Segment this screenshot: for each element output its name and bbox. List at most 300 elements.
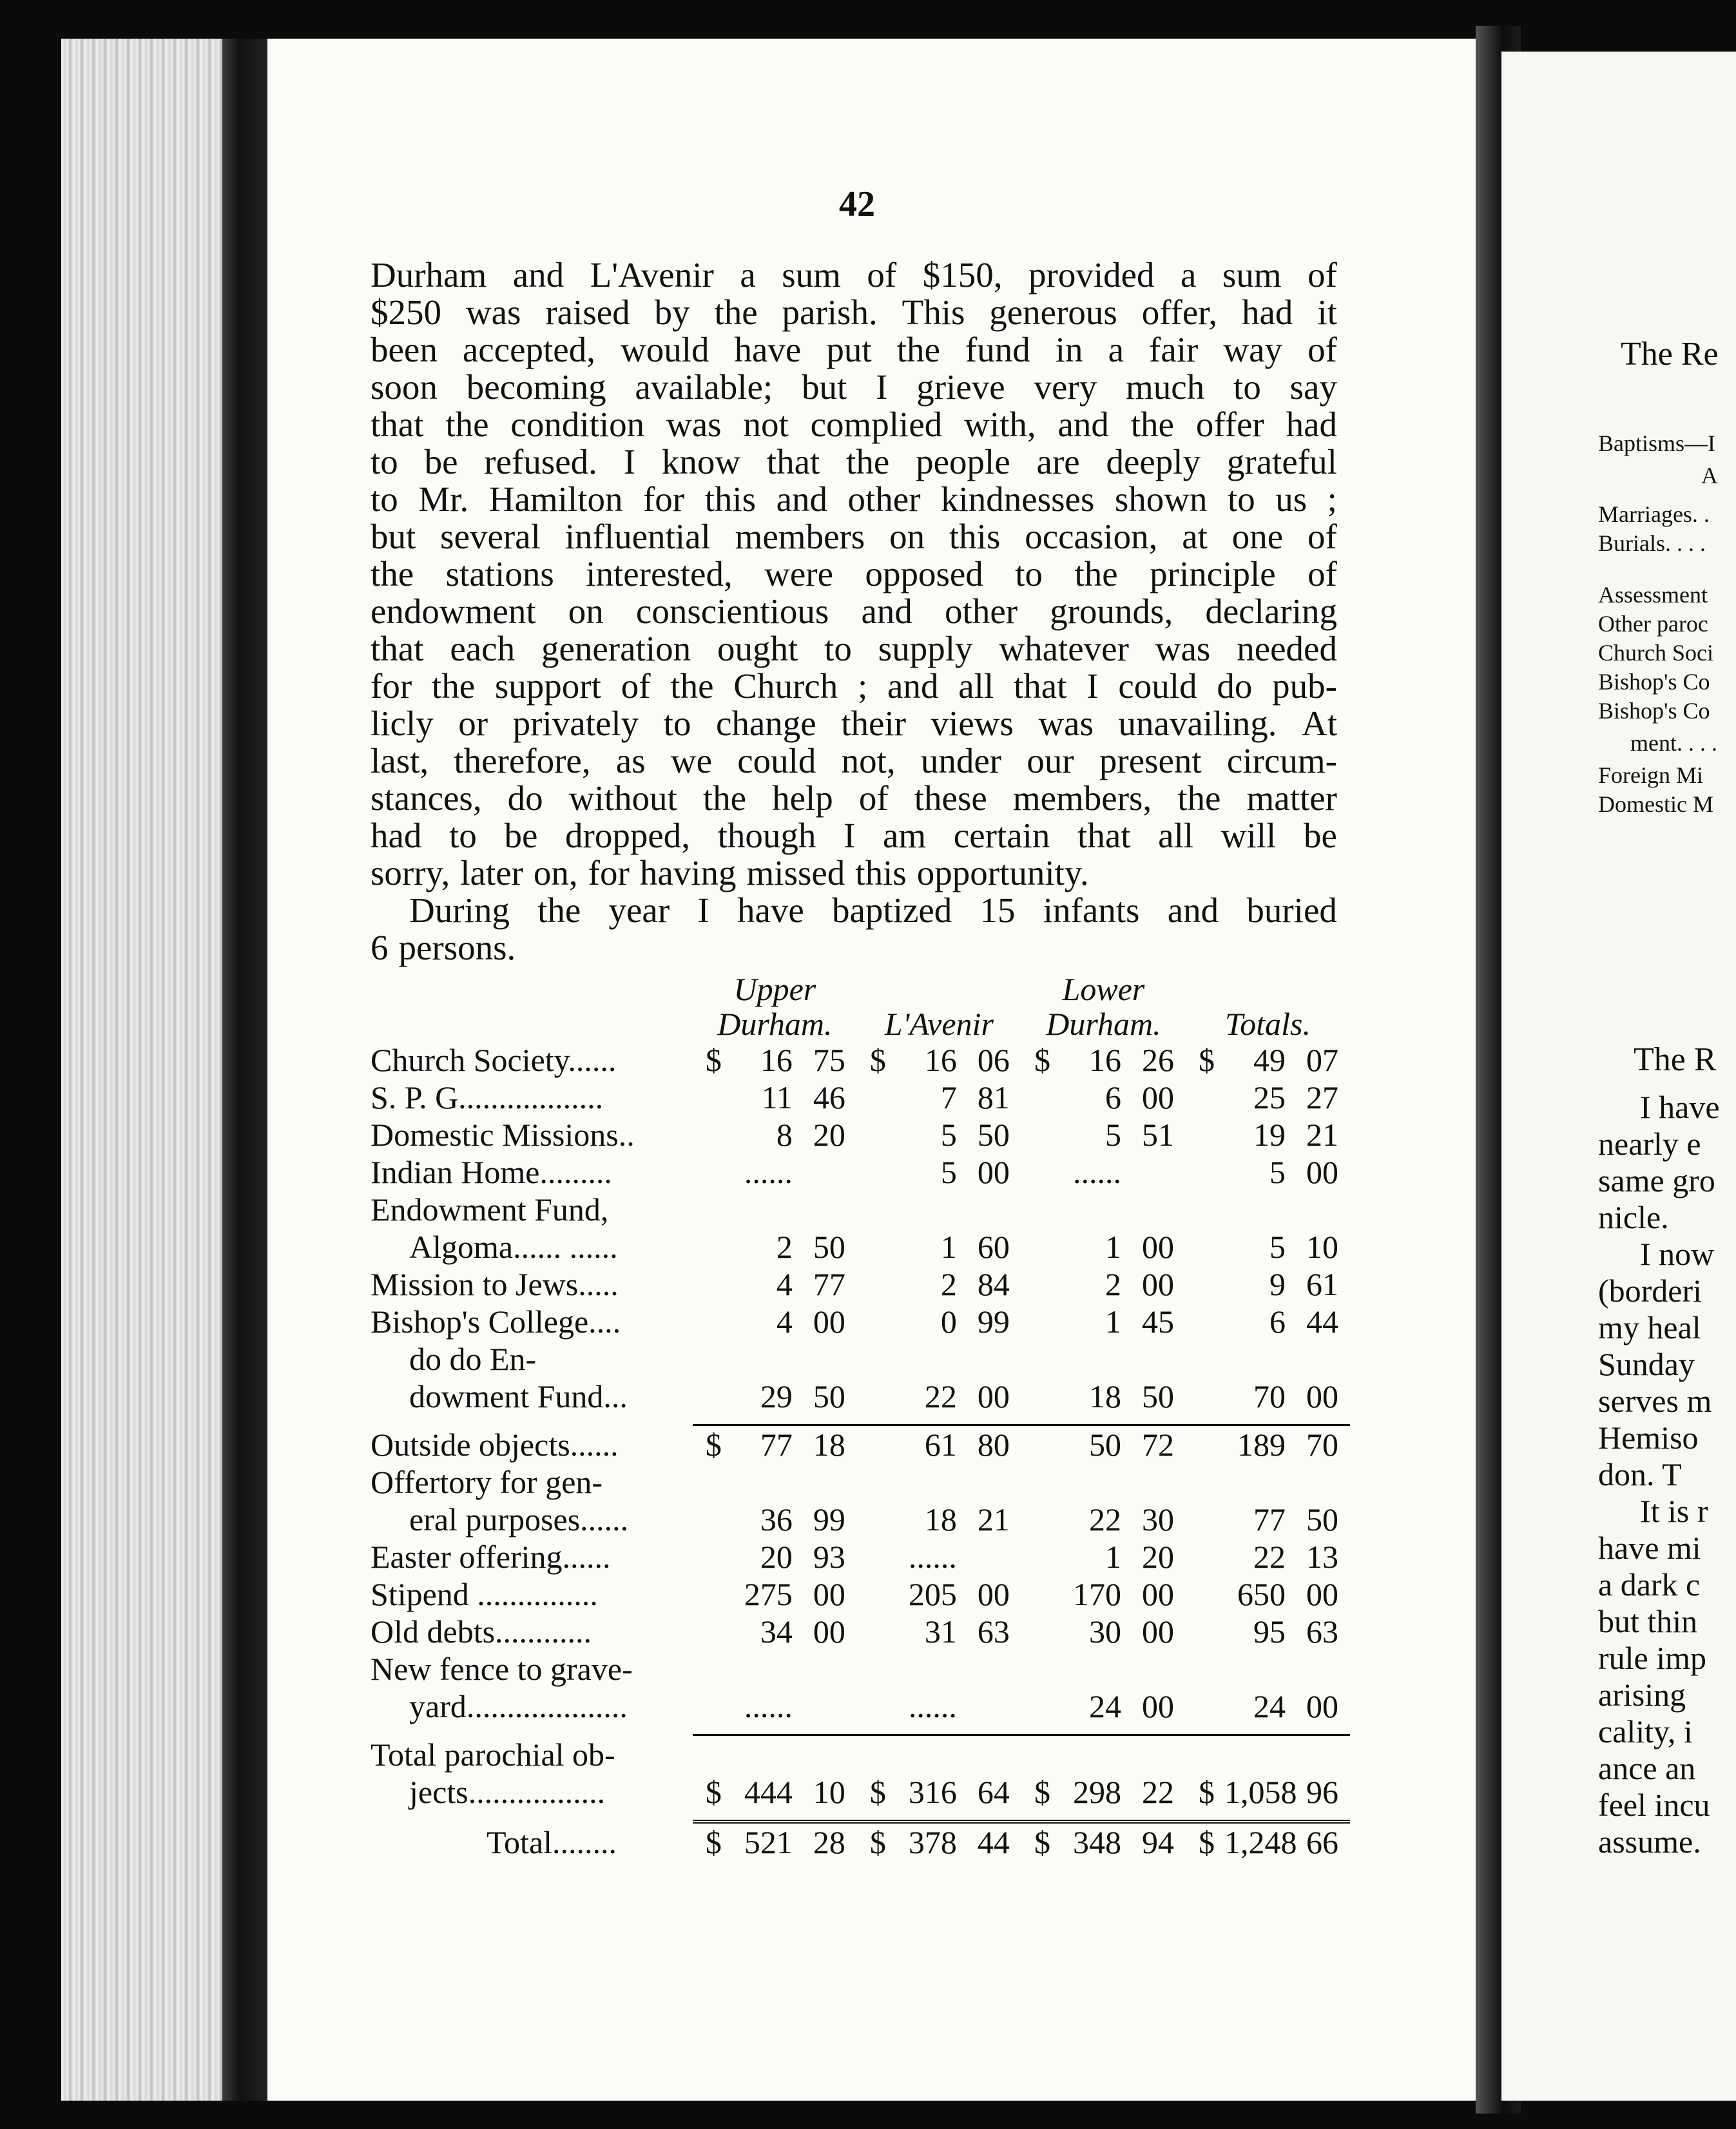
lower-durham-amount [1021, 1153, 1186, 1191]
word: Durham [371, 255, 487, 294]
cents: 00 [813, 1304, 845, 1340]
dollar-sign: $ [1034, 1824, 1050, 1860]
word: of [1307, 554, 1337, 593]
word: ought [717, 629, 798, 668]
lower-durham-amount [1021, 1501, 1186, 1538]
word: baptized [832, 891, 952, 930]
word: offer [1195, 405, 1264, 444]
right-page-text-line: arising [1598, 1677, 1686, 1713]
word: to [663, 704, 691, 743]
sum-rule [1021, 1725, 1186, 1735]
dollars: 0 [940, 1304, 957, 1340]
word: several [440, 517, 541, 556]
totals-amount [1186, 1688, 1350, 1725]
para1-line [371, 703, 1337, 743]
right-page-stat-line: Bishop's Co [1598, 669, 1710, 695]
upper-durham-amount [693, 1425, 857, 1464]
cents: 00 [977, 1154, 1010, 1190]
right-page-text-line: nicle. [1598, 1199, 1669, 1235]
header-lower-durham-1: Lower [1062, 971, 1145, 1007]
lavenir-amount [857, 1266, 1021, 1303]
header-lower-durham-2: Durham. [1046, 1006, 1161, 1042]
dollars: 348 [1072, 1824, 1121, 1860]
dollars: 29 [760, 1378, 793, 1414]
dollars: 4 [776, 1304, 793, 1340]
table-row [371, 1228, 1350, 1266]
dollars: 4 [776, 1266, 793, 1302]
right-page-stat-line: Bishop's Co [1598, 698, 1710, 724]
lavenir-amount [857, 1191, 1021, 1228]
right-page-text-line: Sunday [1598, 1346, 1695, 1382]
lower-durham-amount [1021, 1650, 1186, 1688]
cents: 94 [1141, 1824, 1174, 1860]
word: the [896, 330, 940, 369]
word: whatever [999, 629, 1129, 668]
row-label: yard.................... [409, 1688, 628, 1724]
word: the [670, 666, 714, 706]
totals-amount [1186, 1266, 1350, 1303]
word: could [1118, 666, 1197, 706]
cents: 44 [1306, 1304, 1338, 1340]
dollars: 1 [1104, 1229, 1121, 1265]
word: on [568, 592, 604, 631]
dollars: 6 [1104, 1079, 1121, 1115]
para2-line [371, 890, 1337, 930]
lavenir-amount [857, 1538, 1021, 1575]
word: change [715, 704, 816, 743]
cents: 00 [1141, 1266, 1174, 1302]
right-page-text-line: a dark c [1598, 1566, 1701, 1603]
dollars: 22 [924, 1378, 957, 1414]
word: other [847, 479, 921, 519]
row-label: Old debts............ [371, 1614, 592, 1650]
lower-durham-amount [1021, 1266, 1186, 1303]
word: the [1130, 405, 1174, 444]
lavenir-amount [857, 1116, 1021, 1153]
lavenir-amount [857, 1501, 1021, 1538]
upper-durham-amount [693, 1773, 857, 1811]
word: year [608, 891, 670, 930]
right-page-text-line: ance an [1598, 1750, 1696, 1786]
word: much [1126, 367, 1205, 407]
dollar-sign: $ [1199, 1774, 1215, 1810]
lower-durham-amount [1021, 1340, 1186, 1378]
header-lavenir-2: L'Avenir [884, 1006, 994, 1042]
word: very [1034, 367, 1097, 407]
totals-amount [1186, 1538, 1350, 1575]
word: grieve [916, 367, 1005, 407]
word: have [737, 891, 804, 930]
dollars: ...... [744, 1154, 793, 1190]
right-page-text-line: but thin [1598, 1603, 1698, 1639]
cents: 00 [1141, 1229, 1174, 1265]
table-row [371, 1191, 1350, 1228]
upper-durham-amount [693, 1041, 857, 1079]
dollars: 5 [1269, 1154, 1286, 1190]
right-page-stat-line: Church Soci [1598, 640, 1713, 666]
word: L'Avenir [590, 255, 714, 294]
word: that [1077, 816, 1131, 855]
row-label: Offertory for gen- [371, 1464, 603, 1500]
right-page-stat-line: ment. . . . [1630, 730, 1717, 756]
word: kindnesses [941, 479, 1095, 519]
dollars: 30 [1088, 1614, 1121, 1650]
totals-amount [1186, 1378, 1350, 1415]
right-page-stat-line: Domestic M [1598, 791, 1713, 817]
sum-rule [693, 1725, 857, 1735]
dollars: 18 [924, 1501, 957, 1537]
word: principle [1150, 554, 1276, 593]
word: and [512, 255, 564, 294]
cents: 50 [813, 1378, 845, 1414]
dollar-sign: $ [1199, 1824, 1215, 1860]
word: offer, [1141, 293, 1218, 332]
dollars: 11 [761, 1079, 793, 1115]
table-header-row-2 [371, 1007, 1350, 1041]
cents: 27 [1306, 1079, 1338, 1115]
word: grateful [1226, 442, 1337, 481]
para1-line [371, 554, 1337, 591]
dollars: 77 [760, 1427, 793, 1463]
double-rule-row [371, 1811, 1350, 1822]
report-body-text [371, 255, 1337, 965]
cents: 96 [1306, 1774, 1338, 1810]
word: to [371, 442, 398, 481]
cents: 18 [813, 1427, 845, 1463]
upper-durham-amount [693, 1735, 857, 1774]
word: becoming [466, 367, 606, 407]
lower-durham-amount [1021, 1079, 1186, 1116]
upper-durham-amount [693, 1463, 857, 1501]
sum-rule [857, 1725, 1021, 1735]
word: not, [841, 741, 896, 780]
dollar-sign: $ [705, 1774, 722, 1810]
upper-durham-amount [693, 1228, 857, 1266]
lower-durham-amount [1021, 1773, 1186, 1811]
word: fund [965, 330, 1030, 369]
right-page-stat-line: Assessment [1598, 582, 1708, 608]
cents: 72 [1141, 1427, 1174, 1463]
para2-line [371, 927, 1337, 965]
word: been [371, 330, 438, 369]
cents: 99 [813, 1501, 845, 1537]
row-label: Stipend ............... [371, 1576, 598, 1612]
upper-durham-amount [693, 1191, 857, 1228]
word: stations [445, 554, 554, 593]
lower-durham-amount [1021, 1116, 1186, 1153]
table-row [371, 1303, 1350, 1340]
upper-durham-amount [693, 1079, 857, 1116]
spine-shadow [222, 39, 267, 2101]
right-page-text-line: (borderi [1598, 1273, 1702, 1309]
totals-amount [1186, 1041, 1350, 1079]
word: on, [533, 853, 578, 892]
lavenir-amount [857, 1688, 1021, 1725]
para1-line [371, 815, 1337, 853]
dollars: 444 [744, 1774, 793, 1810]
totals-amount [1186, 1079, 1350, 1116]
word: During [409, 891, 510, 930]
word: Mr. [418, 479, 469, 519]
para1-line [371, 516, 1337, 554]
dollars: 2 [1104, 1266, 1121, 1302]
upper-durham-amount [693, 1688, 857, 1725]
cents: 28 [813, 1824, 845, 1860]
cents: 80 [977, 1427, 1010, 1463]
word: for [588, 853, 630, 892]
word: the [537, 891, 581, 930]
word: last, [371, 741, 429, 780]
dollars: 24 [1253, 1688, 1286, 1724]
header-lavenir-1 [857, 972, 1021, 1007]
word: us [1275, 479, 1307, 519]
cents: 63 [1306, 1614, 1338, 1650]
para1-line [371, 591, 1337, 631]
word: deeply [1106, 442, 1201, 481]
cents: 61 [1306, 1266, 1338, 1302]
book-page-edges [61, 39, 222, 2101]
sum-rule [693, 1811, 857, 1822]
dollars: 20 [760, 1539, 793, 1575]
dollars: 1 [1104, 1539, 1121, 1575]
table-row [371, 1688, 1350, 1725]
totals-amount [1186, 1463, 1350, 1501]
word: of [867, 255, 897, 294]
dollars: 5 [1269, 1229, 1286, 1265]
row-label: Total parochial ob- [371, 1737, 615, 1773]
row-label: Endowment Fund, [371, 1191, 609, 1228]
dollars: 8 [776, 1117, 793, 1153]
row-label: Mission to Jews..... [371, 1266, 619, 1302]
lavenir-amount [857, 1463, 1021, 1501]
right-page-text-line: same gro [1598, 1162, 1715, 1199]
cents: 00 [1306, 1576, 1338, 1612]
para1-line [371, 740, 1337, 778]
word: that [371, 405, 424, 444]
upper-durham-amount [693, 1501, 857, 1538]
cents: 75 [813, 1042, 845, 1078]
word: unavailing. [1118, 704, 1277, 743]
word: were [764, 554, 834, 593]
lower-durham-amount [1021, 1191, 1186, 1228]
cents: 77 [813, 1266, 845, 1302]
word: was [1155, 629, 1211, 668]
dollar-sign: $ [705, 1042, 722, 1078]
word: as [615, 741, 646, 780]
dollars: 16 [924, 1042, 957, 1078]
lower-durham-amount [1021, 1735, 1186, 1774]
word: say [1289, 367, 1337, 407]
lavenir-amount [857, 1340, 1021, 1378]
word: members [735, 517, 865, 556]
totals-amount [1186, 1822, 1350, 1861]
lower-durham-amount [1021, 1378, 1186, 1415]
word: I [697, 891, 709, 930]
table-row [371, 1425, 1350, 1464]
word: conscientious [635, 592, 829, 631]
sum-rule [1021, 1415, 1186, 1425]
cents: 44 [977, 1824, 1010, 1860]
word: to [1015, 554, 1043, 593]
word: certain [953, 816, 1050, 855]
word: and [1057, 405, 1109, 444]
para1-line [371, 778, 1337, 818]
word: I [623, 442, 636, 481]
word: that [766, 442, 820, 481]
word: opposed [865, 554, 983, 593]
cents: 13 [1306, 1539, 1338, 1575]
dollars: ...... [908, 1539, 957, 1575]
right-page-stat-line: Burials. . . . [1598, 530, 1706, 556]
word: complied [810, 405, 943, 444]
word: stances, [371, 778, 482, 818]
word: way [1223, 330, 1283, 369]
lavenir-amount [857, 1228, 1021, 1266]
row-label: Church Society...... [371, 1042, 617, 1078]
word: for [371, 666, 412, 706]
word: a [1181, 255, 1197, 294]
word: put [826, 330, 872, 369]
right-page-text-line: assume. [1598, 1824, 1701, 1860]
dollars: 61 [924, 1427, 957, 1463]
word: though [717, 816, 816, 855]
totals-amount [1186, 1735, 1350, 1774]
row-label: Algoma...... ...... [409, 1229, 618, 1265]
word: supply [878, 629, 973, 668]
cents: 00 [1306, 1688, 1338, 1724]
word: fair [1149, 330, 1199, 369]
cents: 00 [977, 1576, 1010, 1612]
cents: 07 [1306, 1042, 1338, 1078]
word: had [371, 816, 422, 855]
para1-line [371, 292, 1337, 332]
lavenir-amount [857, 1735, 1021, 1774]
row-label: S. P. G.................. [371, 1079, 604, 1115]
word: in [1055, 330, 1083, 369]
word: the [371, 554, 414, 593]
dollars: 77 [1253, 1501, 1286, 1537]
word: had [1286, 405, 1337, 444]
upper-durham-amount [693, 1650, 857, 1688]
para1-line [371, 666, 1337, 706]
upper-durham-amount [693, 1153, 857, 1191]
lavenir-amount [857, 1575, 1021, 1613]
word: provided [1028, 255, 1155, 294]
totals-amount [1186, 1575, 1350, 1613]
dollars: 22 [1088, 1501, 1121, 1537]
word: the [714, 293, 758, 332]
word: the [431, 666, 476, 706]
word: $150, [922, 255, 1003, 294]
word: this [949, 517, 1001, 556]
word: on [889, 517, 925, 556]
word: know [661, 442, 741, 481]
totals-amount [1186, 1153, 1350, 1191]
upper-durham-amount [693, 1378, 857, 1415]
dollars: 205 [908, 1576, 957, 1612]
word: other [945, 592, 1018, 631]
dollars: 650 [1237, 1576, 1286, 1612]
lavenir-amount [857, 1425, 1021, 1464]
dollars: 7 [940, 1079, 957, 1115]
word: endowment [371, 592, 536, 631]
rule-row [371, 1725, 1350, 1735]
cents: 10 [813, 1774, 845, 1810]
lavenir-amount [857, 1303, 1021, 1340]
right-page-stat-line: A [1701, 463, 1718, 488]
cents: 45 [1141, 1304, 1174, 1340]
totals-amount [1186, 1501, 1350, 1538]
dollars: 49 [1253, 1042, 1286, 1078]
right-page-text-line: nearly e [1598, 1126, 1701, 1162]
word: needed [1237, 629, 1337, 668]
cents: 06 [977, 1042, 1010, 1078]
row-label: Indian Home......... [371, 1154, 612, 1190]
word: generous [989, 293, 1117, 332]
word: the [846, 442, 890, 481]
sum-rule [857, 1811, 1021, 1822]
word: matter [1246, 778, 1337, 818]
totals-amount [1186, 1191, 1350, 1228]
row-label: Domestic Missions.. [371, 1117, 635, 1153]
upper-durham-amount [693, 1340, 857, 1378]
right-page-text-line: serves m [1598, 1383, 1712, 1419]
lower-durham-amount [1021, 1613, 1186, 1650]
cents: 20 [1141, 1539, 1174, 1575]
word: persons. [398, 928, 516, 967]
right-page-text-line: don. T [1598, 1456, 1682, 1492]
upper-durham-amount [693, 1538, 857, 1575]
word: their [841, 704, 907, 743]
word: with, [964, 405, 1036, 444]
word: occasion, [1025, 517, 1158, 556]
dollar-sign: $ [1199, 1042, 1215, 1078]
right-page-text-line: cality, i [1598, 1713, 1693, 1749]
table-row [371, 1650, 1350, 1688]
dollars: 25 [1253, 1079, 1286, 1115]
cents: 00 [1306, 1378, 1338, 1414]
dollars: 36 [760, 1501, 793, 1537]
totals-amount [1186, 1303, 1350, 1340]
dollars: ...... [908, 1688, 957, 1724]
totals-amount [1186, 1340, 1350, 1378]
dollars: 31 [924, 1614, 957, 1650]
totals-amount [1186, 1425, 1350, 1464]
word: declaring [1205, 592, 1337, 631]
dollars: 16 [760, 1042, 793, 1078]
word: 6 [371, 928, 389, 967]
word: this [855, 853, 907, 892]
word: accepted, [462, 330, 595, 369]
word: available; [635, 367, 773, 407]
dollars: 50 [1088, 1427, 1121, 1463]
sum-rule [693, 1415, 857, 1425]
word: grounds, [1050, 592, 1173, 631]
word: therefore, [454, 741, 591, 780]
word: to [1227, 479, 1255, 519]
row-label: dowment Fund... [409, 1378, 628, 1414]
sum-rule [1186, 1811, 1350, 1822]
right-page-text-line: Hemiso [1598, 1420, 1699, 1456]
dollars: 1 [940, 1229, 957, 1265]
word: would [620, 330, 709, 369]
lower-durham-amount [1021, 1575, 1186, 1613]
word: at [1182, 517, 1208, 556]
word: refused. [484, 442, 597, 481]
word: it [1317, 293, 1337, 332]
word: help [772, 778, 833, 818]
lavenir-amount [857, 1773, 1021, 1811]
